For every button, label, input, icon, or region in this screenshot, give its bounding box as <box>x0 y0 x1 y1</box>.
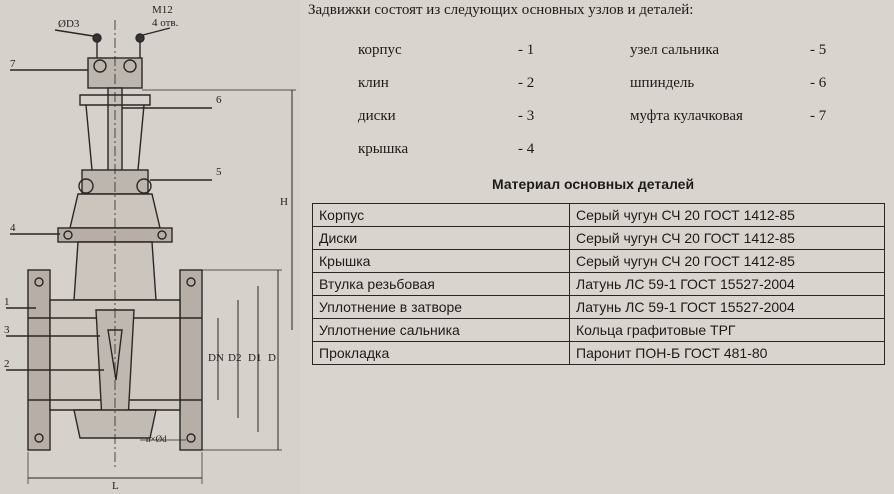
label-part-2: 2 <box>4 358 10 370</box>
materials-table <box>312 203 885 365</box>
intro-text: Задвижки состоят из следующих основных узлов и деталей: <box>308 2 694 18</box>
label-part-7: 7 <box>10 58 16 70</box>
part-number: - 4 <box>518 141 535 157</box>
part-cell: Втулка резьбовая <box>313 273 570 296</box>
label-part-1: 1 <box>4 296 10 308</box>
label-holes: 4 отв. <box>152 17 179 29</box>
label-dim-d1: D1 <box>248 352 262 364</box>
table-row <box>313 273 885 296</box>
table-row <box>313 342 885 365</box>
part-cell: Корпус <box>313 204 570 227</box>
material-cell: Серый чугун СЧ 20 ГОСТ 1412-85 <box>570 204 885 227</box>
label-part-3: 3 <box>4 324 10 336</box>
material-cell: Кольца графитовые ТРГ <box>570 319 885 342</box>
material-cell: Латунь ЛС 59-1 ГОСТ 15527-2004 <box>570 273 885 296</box>
label-part-4: 4 <box>10 222 16 234</box>
material-cell: Серый чугун СЧ 20 ГОСТ 1412-85 <box>570 250 885 273</box>
label-dim-l: L <box>112 480 119 492</box>
material-cell: Серый чугун СЧ 20 ГОСТ 1412-85 <box>570 227 885 250</box>
part-name: муфта кулачковая <box>630 108 743 124</box>
part-name: узел сальника <box>630 42 720 58</box>
part-number: - 7 <box>810 108 827 124</box>
label-dim-d2: D2 <box>228 352 242 364</box>
valve-section-svg <box>0 0 300 494</box>
part-name: клин <box>358 75 389 91</box>
part-name: диски <box>358 108 396 124</box>
part-cell: Уплотнение в затворе <box>313 296 570 319</box>
label-dim-h: H <box>280 196 288 208</box>
part-name: корпус <box>358 42 402 58</box>
part-number: - 1 <box>518 42 535 58</box>
label-bolt-holes: n×Ød <box>146 434 167 444</box>
materials-title: Материал основных деталей <box>492 176 695 192</box>
part-cell: Уплотнение сальника <box>313 319 570 342</box>
material-cell: Латунь ЛС 59-1 ГОСТ 15527-2004 <box>570 296 885 319</box>
part-number: - 3 <box>518 108 535 124</box>
label-d3: ØD3 <box>58 18 80 30</box>
valve-drawing <box>0 0 300 494</box>
part-cell: Прокладка <box>313 342 570 365</box>
part-cell: Крышка <box>313 250 570 273</box>
label-dim-dn: DN <box>208 352 224 364</box>
table-row <box>313 319 885 342</box>
label-m12: M12 <box>152 4 173 16</box>
part-number: - 6 <box>810 75 827 91</box>
label-part-5: 5 <box>216 166 222 178</box>
table-row <box>313 227 885 250</box>
table-row <box>313 204 885 227</box>
table-row <box>313 250 885 273</box>
part-name: крышка <box>358 141 409 157</box>
part-number: - 5 <box>810 42 827 58</box>
part-cell: Диски <box>313 227 570 250</box>
table-row <box>313 296 885 319</box>
label-dim-d: D <box>268 352 276 364</box>
part-name: шпиндель <box>630 75 695 91</box>
part-number: - 2 <box>518 75 535 91</box>
label-part-6: 6 <box>216 94 222 106</box>
material-cell: Паронит ПОН-Б ГОСТ 481-80 <box>570 342 885 365</box>
